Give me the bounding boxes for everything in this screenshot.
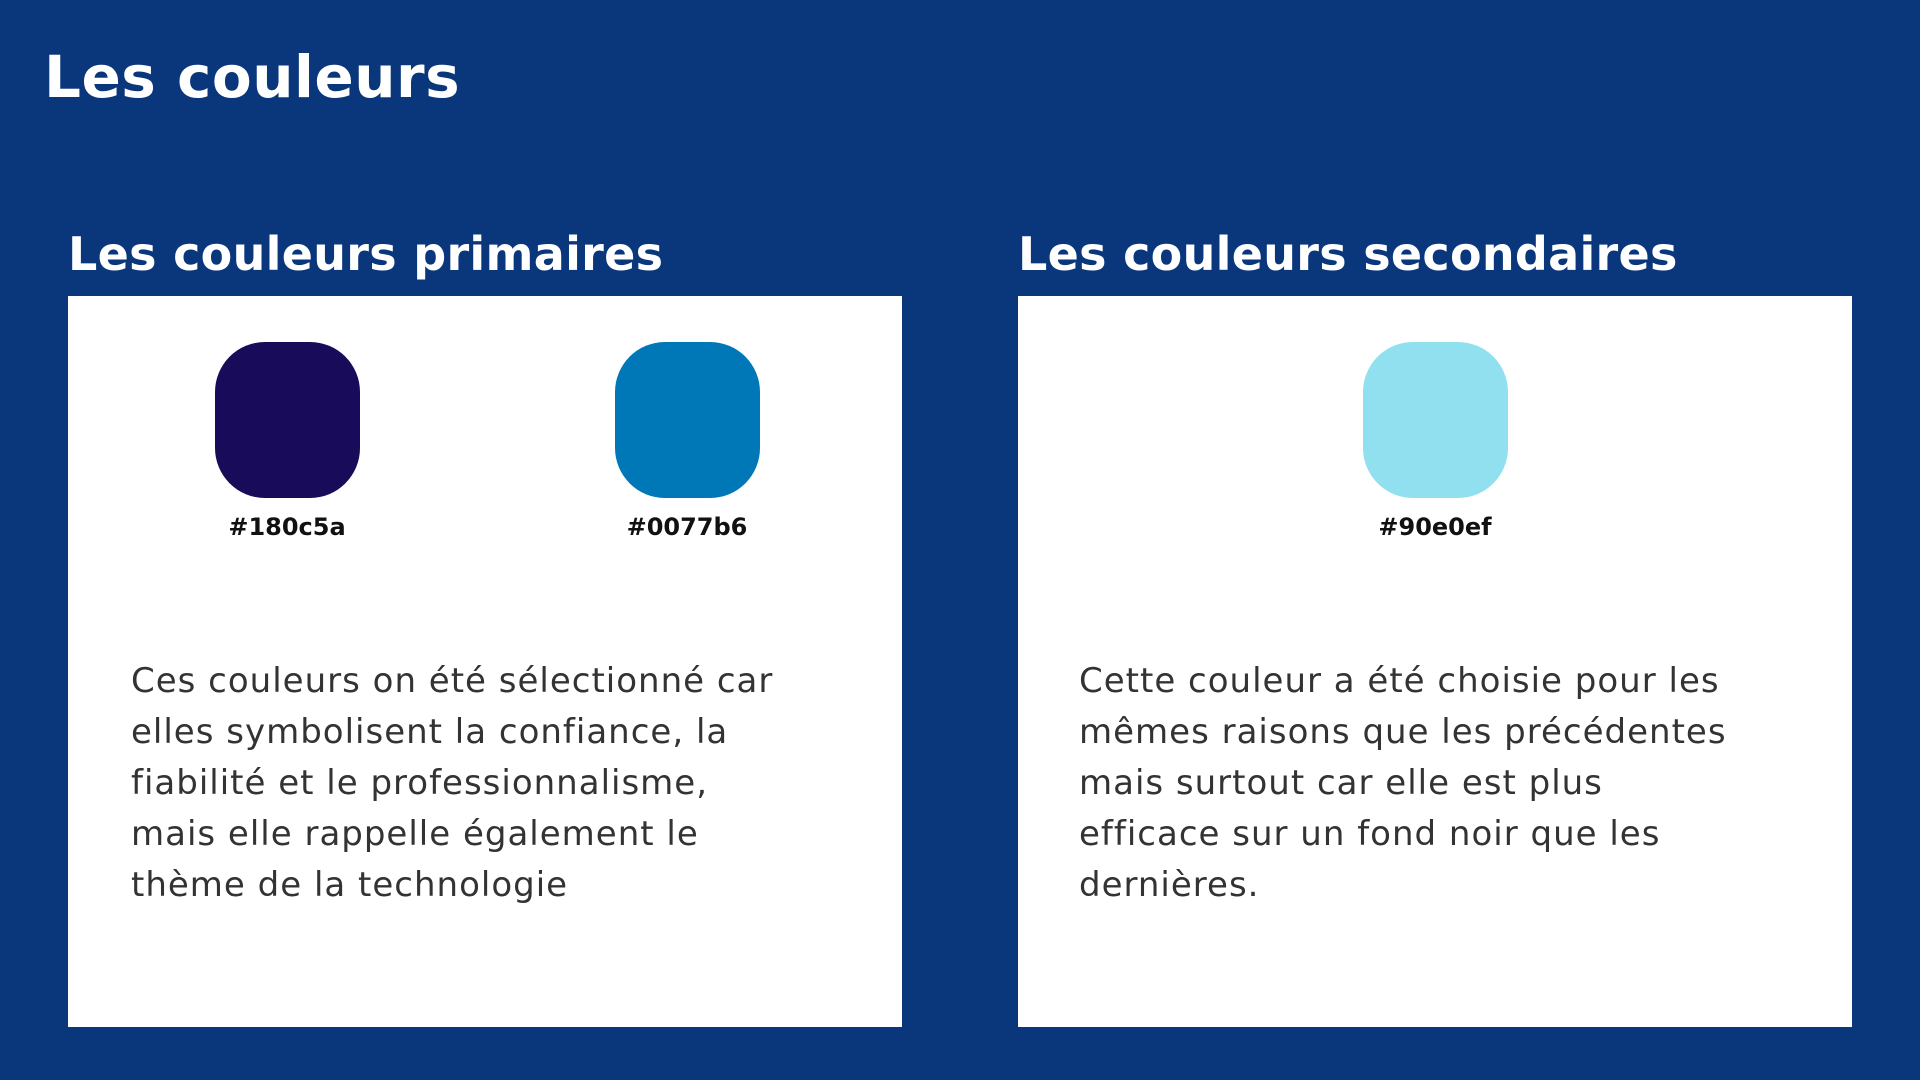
hex-code-label: #90e0ef [1378, 513, 1492, 541]
color-swatch-group [1335, 342, 1535, 552]
primary-colors-description [131, 656, 773, 911]
primary-colors-panel [68, 296, 902, 1027]
description-line: mais surtout car elle est plus [1079, 763, 1603, 803]
secondary-colors-panel [1018, 296, 1852, 1027]
description-line: elles symbolisent la confiance, la [131, 712, 729, 752]
color-swatch-group [587, 342, 787, 552]
secondary-colors-heading: Les couleurs secondaires [1018, 227, 1678, 281]
color-swatch [615, 342, 760, 498]
secondary-colors-description [1079, 656, 1727, 911]
hex-code-label: #180c5a [228, 513, 346, 541]
page-title: Les couleurs [44, 43, 461, 111]
description-line: efficace sur un fond noir que les [1079, 814, 1661, 854]
primary-colors-heading: Les couleurs primaires [68, 227, 664, 281]
description-line: dernières. [1079, 865, 1260, 905]
color-swatch-group [187, 342, 387, 552]
color-swatch [215, 342, 360, 498]
hex-code-label: #0077b6 [626, 513, 748, 541]
description-line: Ces couleurs on été sélectionné car [131, 661, 774, 701]
description-line: fiabilité et le professionnalisme, [131, 763, 709, 803]
color-swatch [1363, 342, 1508, 498]
description-line: thème de la technologie [131, 865, 569, 905]
description-line: mais elle rappelle également le [131, 814, 699, 854]
description-line: mêmes raisons que les précédentes [1079, 712, 1727, 752]
description-line: Cette couleur a été choisie pour les [1079, 661, 1720, 701]
